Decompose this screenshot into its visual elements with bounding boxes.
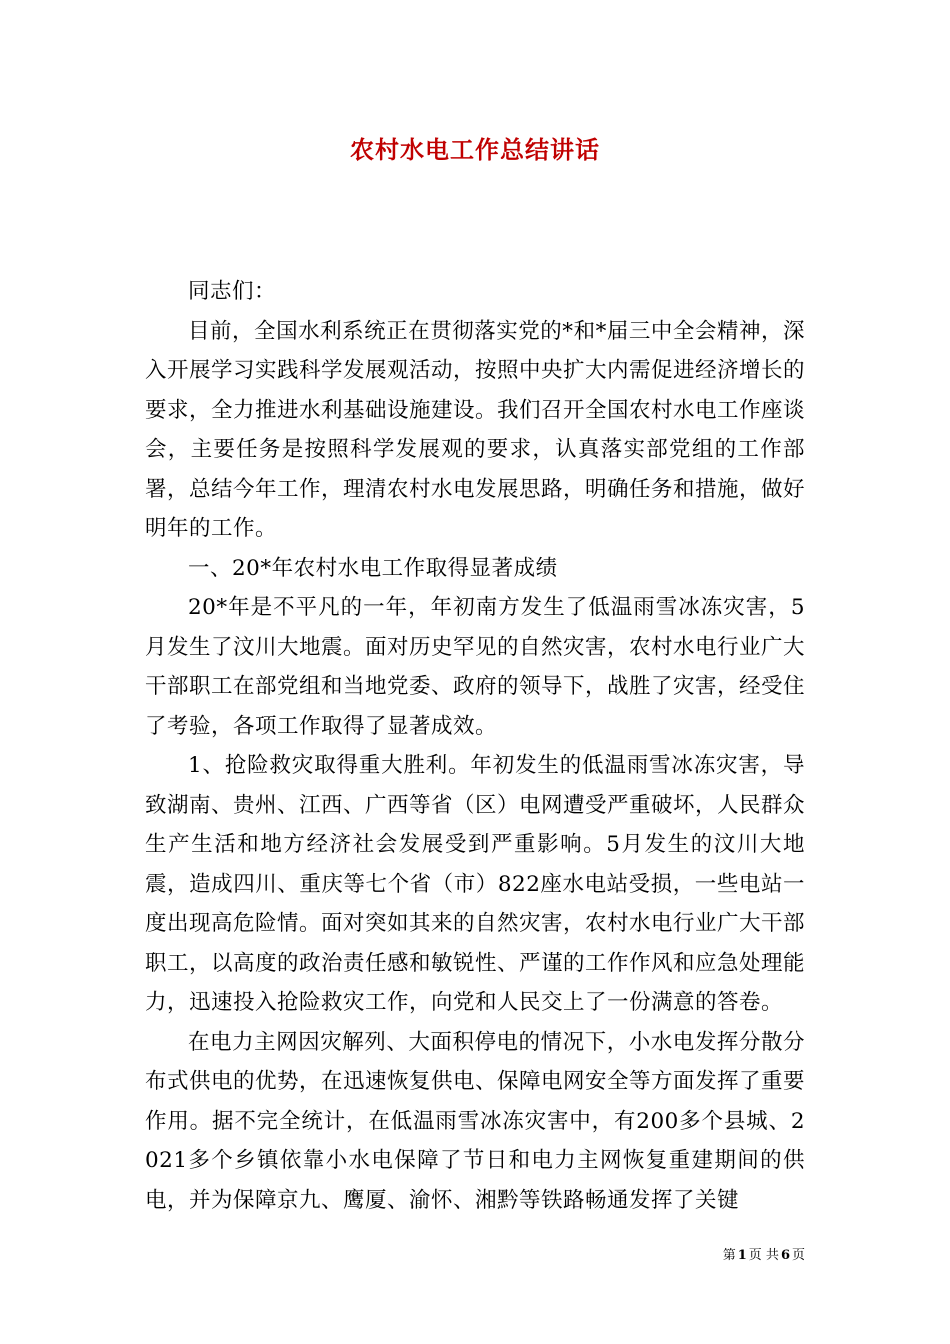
paragraph-disaster-relief: 1、抢险救灾取得重大胜利。年初发生的低温雨雪冰冻灾害，导致湖南、贵州、江西、广西等省（区）电网遭受严重破坏，人民群众生产生活和地方经济社会发展受到严重影响。5月发生的汶川大地震，造成四川、重庆等七个省（市）822座水电站受损，一些电站一度出现高危险情。面对突如其来的自然灾害，农村水电行业广大干部职工，以高度的政治责任感和敏锐性、严谨的工作作风和应急处理能力，迅速投入抢险救灾工作，向党和人民交上了一份满意的答卷。 [145,753,806,1015]
paragraph-power-supply: 在电力主网因灾解列、大面积停电的情况下，小水电发挥分散分布式供电的优势，在迅速恢复供电、保障电网安全等方面发挥了重要作用。据不完全统计，在低温雨雪冰冻灾害中，有200多个县城、2021多个乡镇依靠小水电保障了节日和电力主网恢复重建期间的供电，并为保障京九、鹰厦、渝怀、湘黔等铁路畅通发挥了关键 [145,1029,806,1213]
document-title: 农村水电工作总结讲话 [350,135,600,164]
footer-suffix: 页 [791,1248,805,1263]
footer-middle: 页 共 [748,1248,779,1263]
salutation: 同志们： [188,279,277,304]
footer-page-number: 1 [737,1248,747,1263]
paragraph-intro: 目前，全国水利系统正在贯彻落实党的*和*届三中全会精神，深入开展学习实践科学发展观活动，按照中央扩大内需促进经济增长的要求，全力推进水利基础设施建设。我们召开全国农村水电工作座谈会，主要任务是按照科学发展观的要求，认真落实部党组的工作部署，总结今年工作，理清农村水电发展思路，明确任务和措施，做好明年的工作。 [145,318,806,541]
footer-prefix: 第 [722,1248,736,1263]
footer-total-pages: 6 [780,1248,790,1263]
paragraph-overview: 20*年是不平凡的一年，年初南方发生了低温雨雪冰冻灾害，5月发生了汶川大地震。面对历史罕见的自然灾害，农村水电行业广大干部职工在部党组和当地党委、政府的领导下，战胜了灾害，经受住了考验，各项工作取得了显著成效。 [145,595,806,739]
section-heading: 一、20*年农村水电工作取得显著成绩 [188,555,558,581]
document-body [145,272,805,1220]
page-footer [723,1246,805,1266]
